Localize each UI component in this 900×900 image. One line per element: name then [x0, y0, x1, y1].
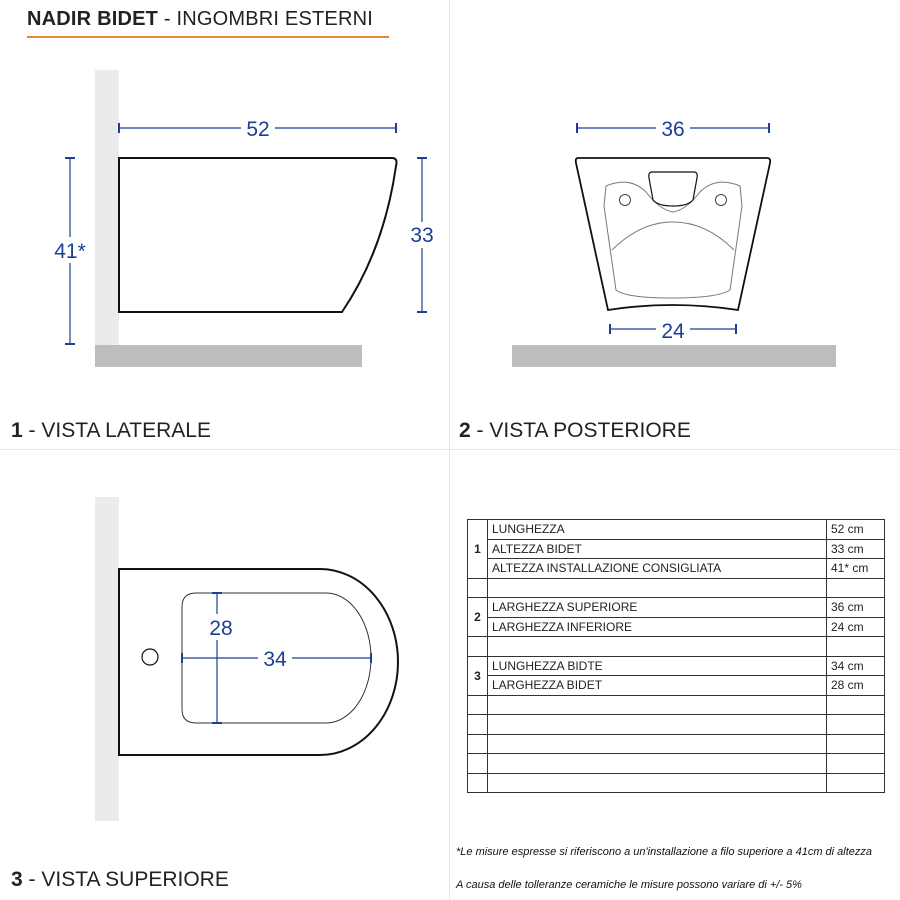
side-view-drawing: [50, 70, 440, 367]
top-view-wall: [95, 497, 119, 821]
group-number: 3: [468, 656, 488, 695]
footnote-tolerance: A causa delle tolleranze ceramiche le misure possono variare di +/- 5%: [456, 879, 802, 891]
tap-hole: [142, 649, 158, 665]
rear-fixing-hole-right: [716, 195, 727, 206]
rear-water-inlet: [649, 172, 697, 206]
dim-label-install-height: 41*: [54, 240, 86, 263]
table-row: [468, 617, 885, 637]
row-label: ALTEZZA BIDET: [488, 539, 827, 559]
view-title: - VISTA LATERALE: [22, 419, 211, 442]
table-row-empty: [468, 773, 885, 793]
view-label-rear: [459, 419, 691, 443]
view-number: 1: [11, 419, 23, 442]
table-row-empty: [468, 734, 885, 754]
table-row-empty: [468, 754, 885, 774]
table-row-empty: [468, 637, 885, 657]
view-label-top: [11, 868, 229, 892]
dim-label-height: 33: [410, 224, 434, 247]
row-label: LUNGHEZZA: [488, 520, 827, 540]
footnote-measure: *Le misure espresse si riferiscono a un'installazione a filo superiore a 41cm di altezza: [456, 846, 873, 858]
row-label: LARGHEZZA SUPERIORE: [488, 598, 827, 618]
row-value: 34 cm: [827, 656, 885, 676]
row-label: LUNGHEZZA BIDTE: [488, 656, 827, 676]
view-number: 2: [459, 419, 471, 442]
group-number: 1: [468, 520, 488, 579]
rear-view-floor: [512, 345, 836, 367]
rear-fixing-hole-left: [620, 195, 631, 206]
view-title: - VISTA POSTERIORE: [470, 419, 691, 442]
top-view-drawing: [95, 497, 398, 821]
table-row: [468, 520, 885, 540]
row-value: 41* cm: [827, 559, 885, 579]
dim-label-length: 52: [246, 118, 270, 141]
product-name: NADIR BIDET: [27, 8, 159, 30]
row-value: 24 cm: [827, 617, 885, 637]
group-number: 2: [468, 598, 488, 637]
row-value: 52 cm: [827, 520, 885, 540]
view-number: 3: [11, 868, 23, 891]
dim-label-top-width: 36: [661, 118, 685, 141]
title-subtitle: - INGOMBRI ESTERNI: [158, 8, 374, 30]
side-view-wall: [95, 70, 119, 345]
table-row-empty: [468, 715, 885, 735]
row-value: 33 cm: [827, 539, 885, 559]
dimensions-table: [467, 519, 885, 793]
table-row: [468, 598, 885, 618]
dim-label-bowl-length: 34: [263, 648, 287, 671]
dim-label-bottom-width: 24: [661, 320, 685, 343]
view-title: - VISTA SUPERIORE: [22, 868, 229, 891]
row-value: 36 cm: [827, 598, 885, 618]
table-row-empty: [468, 695, 885, 715]
table-row: [468, 656, 885, 676]
table-row: [468, 539, 885, 559]
table-row: [468, 676, 885, 696]
view-label-side: [11, 419, 211, 443]
bidet-side-profile: [119, 158, 397, 312]
row-label: LARGHEZZA BIDET: [488, 676, 827, 696]
table-row: [468, 559, 885, 579]
row-label: LARGHEZZA INFERIORE: [488, 617, 827, 637]
table-row-empty: [468, 578, 885, 598]
side-view-floor: [95, 345, 362, 367]
dim-label-width: 28: [209, 617, 233, 640]
row-value: 28 cm: [827, 676, 885, 696]
rear-view-drawing: [512, 115, 836, 367]
row-label: ALTEZZA INSTALLAZIONE CONSIGLIATA: [488, 559, 827, 579]
